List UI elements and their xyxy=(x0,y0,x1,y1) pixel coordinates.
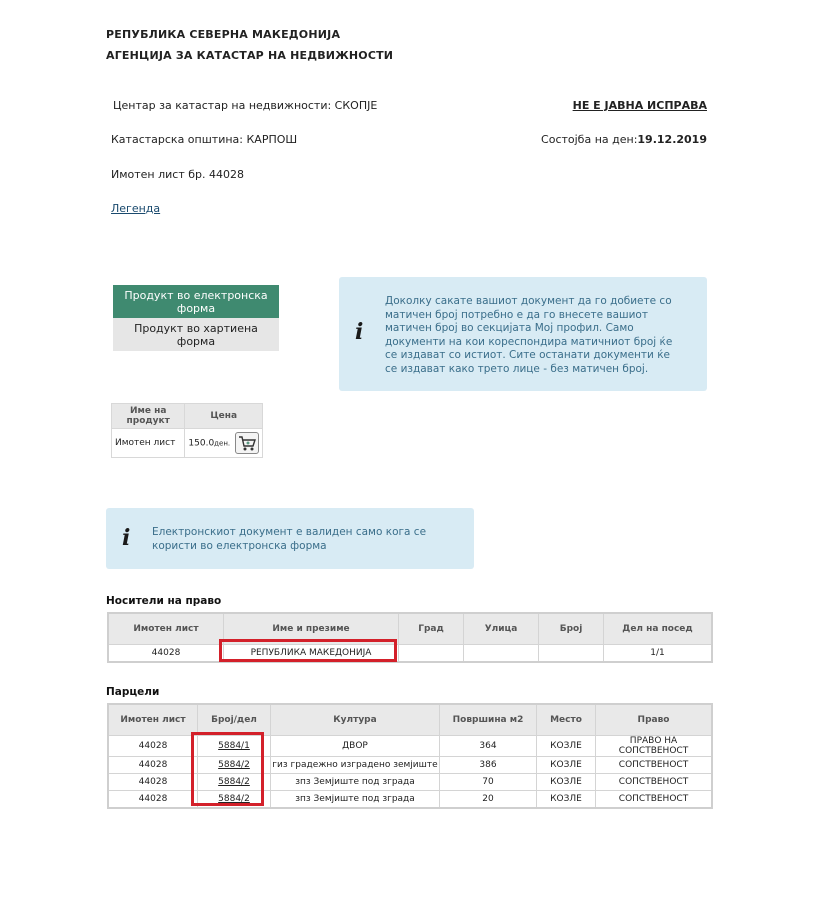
profile-info-box xyxy=(339,277,707,391)
parcels-col-right: Право xyxy=(596,704,713,736)
paper-product-button[interactable] xyxy=(113,318,279,351)
currency-label: ден. xyxy=(214,439,231,448)
parcels-col-sheet: Имотен лист xyxy=(108,704,198,736)
price-cell xyxy=(185,429,263,458)
parcel-sheet: 44028 xyxy=(108,736,198,757)
state-on-date xyxy=(541,133,707,146)
price-value: 150.0 xyxy=(188,438,215,449)
table-row xyxy=(108,645,712,663)
product-table xyxy=(111,403,263,458)
parcel-area: 364 xyxy=(440,736,537,757)
parcels-col-area: Површина м2 xyxy=(440,704,537,736)
cadastre-center: Центар за катастар на недвижности: СКОПЈЕ xyxy=(113,99,378,112)
holder-street xyxy=(464,645,539,663)
profile-info-text: Доколку сакате вашиот документ да го добиете со матичен број потребно е да го внесете вашиот матичен број во секцијата Мој профил. Само документи на кои кореспондира матичниот број ќе се издават со истиот. Сите останати документи ќе се издават како трето лице - без матичен број. xyxy=(385,295,673,375)
holder-share: 1/1 xyxy=(604,645,713,663)
parcel-highlight-box xyxy=(191,732,264,806)
parcels-col-culture: Култура xyxy=(271,704,440,736)
parcel-right: ПРАВО НА СОПСТВЕНОСТ xyxy=(596,736,713,757)
info-icon: i xyxy=(122,525,131,551)
parcels-col-place: Место xyxy=(537,704,596,736)
holders-title: Носители на право xyxy=(106,595,222,607)
product-name-header: Име на продукт xyxy=(112,404,185,429)
paper-product-label: Продукт во хартиена форма xyxy=(134,321,258,348)
holders-col-name: Име и презиме xyxy=(224,613,399,645)
parcel-culture: ДВОР xyxy=(271,736,440,757)
electronic-product-label: Продукт во електронска форма xyxy=(124,288,268,315)
name-highlight-box xyxy=(219,639,397,662)
parcel-right: СОПСТВЕНОСТ xyxy=(596,757,713,774)
holder-name: РЕПУБЛИКА МАКЕДОНИЈА xyxy=(224,645,399,663)
parcel-culture: зпз Земјиште под зграда xyxy=(271,774,440,791)
product-name-cell: Имотен лист xyxy=(112,429,185,458)
parcel-right: СОПСТВЕНОСТ xyxy=(596,774,713,791)
parcel-area: 70 xyxy=(440,774,537,791)
parcel-sheet: 44028 xyxy=(108,757,198,774)
parcel-number-link[interactable]: 5884/2 xyxy=(218,760,250,770)
holder-city xyxy=(399,645,464,663)
cart-icon xyxy=(236,433,258,453)
holders-col-sheet: Имотен лист xyxy=(108,613,224,645)
holders-table xyxy=(107,612,713,663)
parcel-sheet: 44028 xyxy=(108,791,198,809)
parcel-number-link[interactable]: 5884/2 xyxy=(218,794,250,804)
not-public-label: НЕ Е ЈАВНА ИСПРАВА xyxy=(572,99,707,112)
state-date: 19.12.2019 xyxy=(637,133,707,146)
info-icon: i xyxy=(355,319,364,345)
electronic-product-button[interactable] xyxy=(113,285,279,318)
agency-title: АГЕНЦИЈА ЗА КАТАСТАР НА НЕДВИЖНОСТИ xyxy=(106,49,394,62)
parcel-place: КОЗЛЕ xyxy=(537,774,596,791)
holders-col-city: Град xyxy=(399,613,464,645)
holders-col-street: Улица xyxy=(464,613,539,645)
validity-info-box xyxy=(106,508,474,569)
parcels-col-number: Број/дел xyxy=(198,704,271,736)
holder-number xyxy=(539,645,604,663)
parcel-place: КОЗЛЕ xyxy=(537,791,596,809)
parcels-title: Парцели xyxy=(106,686,160,698)
holders-col-share: Дел на посед xyxy=(604,613,713,645)
parcel-place: КОЗЛЕ xyxy=(537,736,596,757)
parcel-culture: зпз Земјиште под зграда xyxy=(271,791,440,809)
holders-col-number: Број xyxy=(539,613,604,645)
property-sheet-number: Имотен лист бр. 44028 xyxy=(111,168,245,181)
add-to-cart-button[interactable] xyxy=(235,432,259,454)
parcel-area: 20 xyxy=(440,791,537,809)
parcel-right: СОПСТВЕНОСТ xyxy=(596,791,713,809)
validity-info-text: Електронскиот документ е валиден само кога се користи во електронска форма xyxy=(152,526,427,552)
parcel-culture: гиз градежно изградено земјиште xyxy=(271,757,440,774)
state-label: Состојба на ден: xyxy=(541,133,638,146)
parcel-number-link[interactable]: 5884/2 xyxy=(218,777,250,787)
price-header: Цена xyxy=(185,404,263,429)
holder-sheet: 44028 xyxy=(108,645,224,663)
legend-link[interactable]: Легенда xyxy=(111,202,161,215)
republic-title: РЕПУБЛИКА СЕВЕРНА МАКЕДОНИЈА xyxy=(106,28,341,41)
cadastral-municipality: Катастарска општина: КАРПОШ xyxy=(111,133,298,146)
parcel-number-link[interactable]: 5884/1 xyxy=(218,741,250,751)
parcel-place: КОЗЛЕ xyxy=(537,757,596,774)
parcel-area: 386 xyxy=(440,757,537,774)
parcel-sheet: 44028 xyxy=(108,774,198,791)
